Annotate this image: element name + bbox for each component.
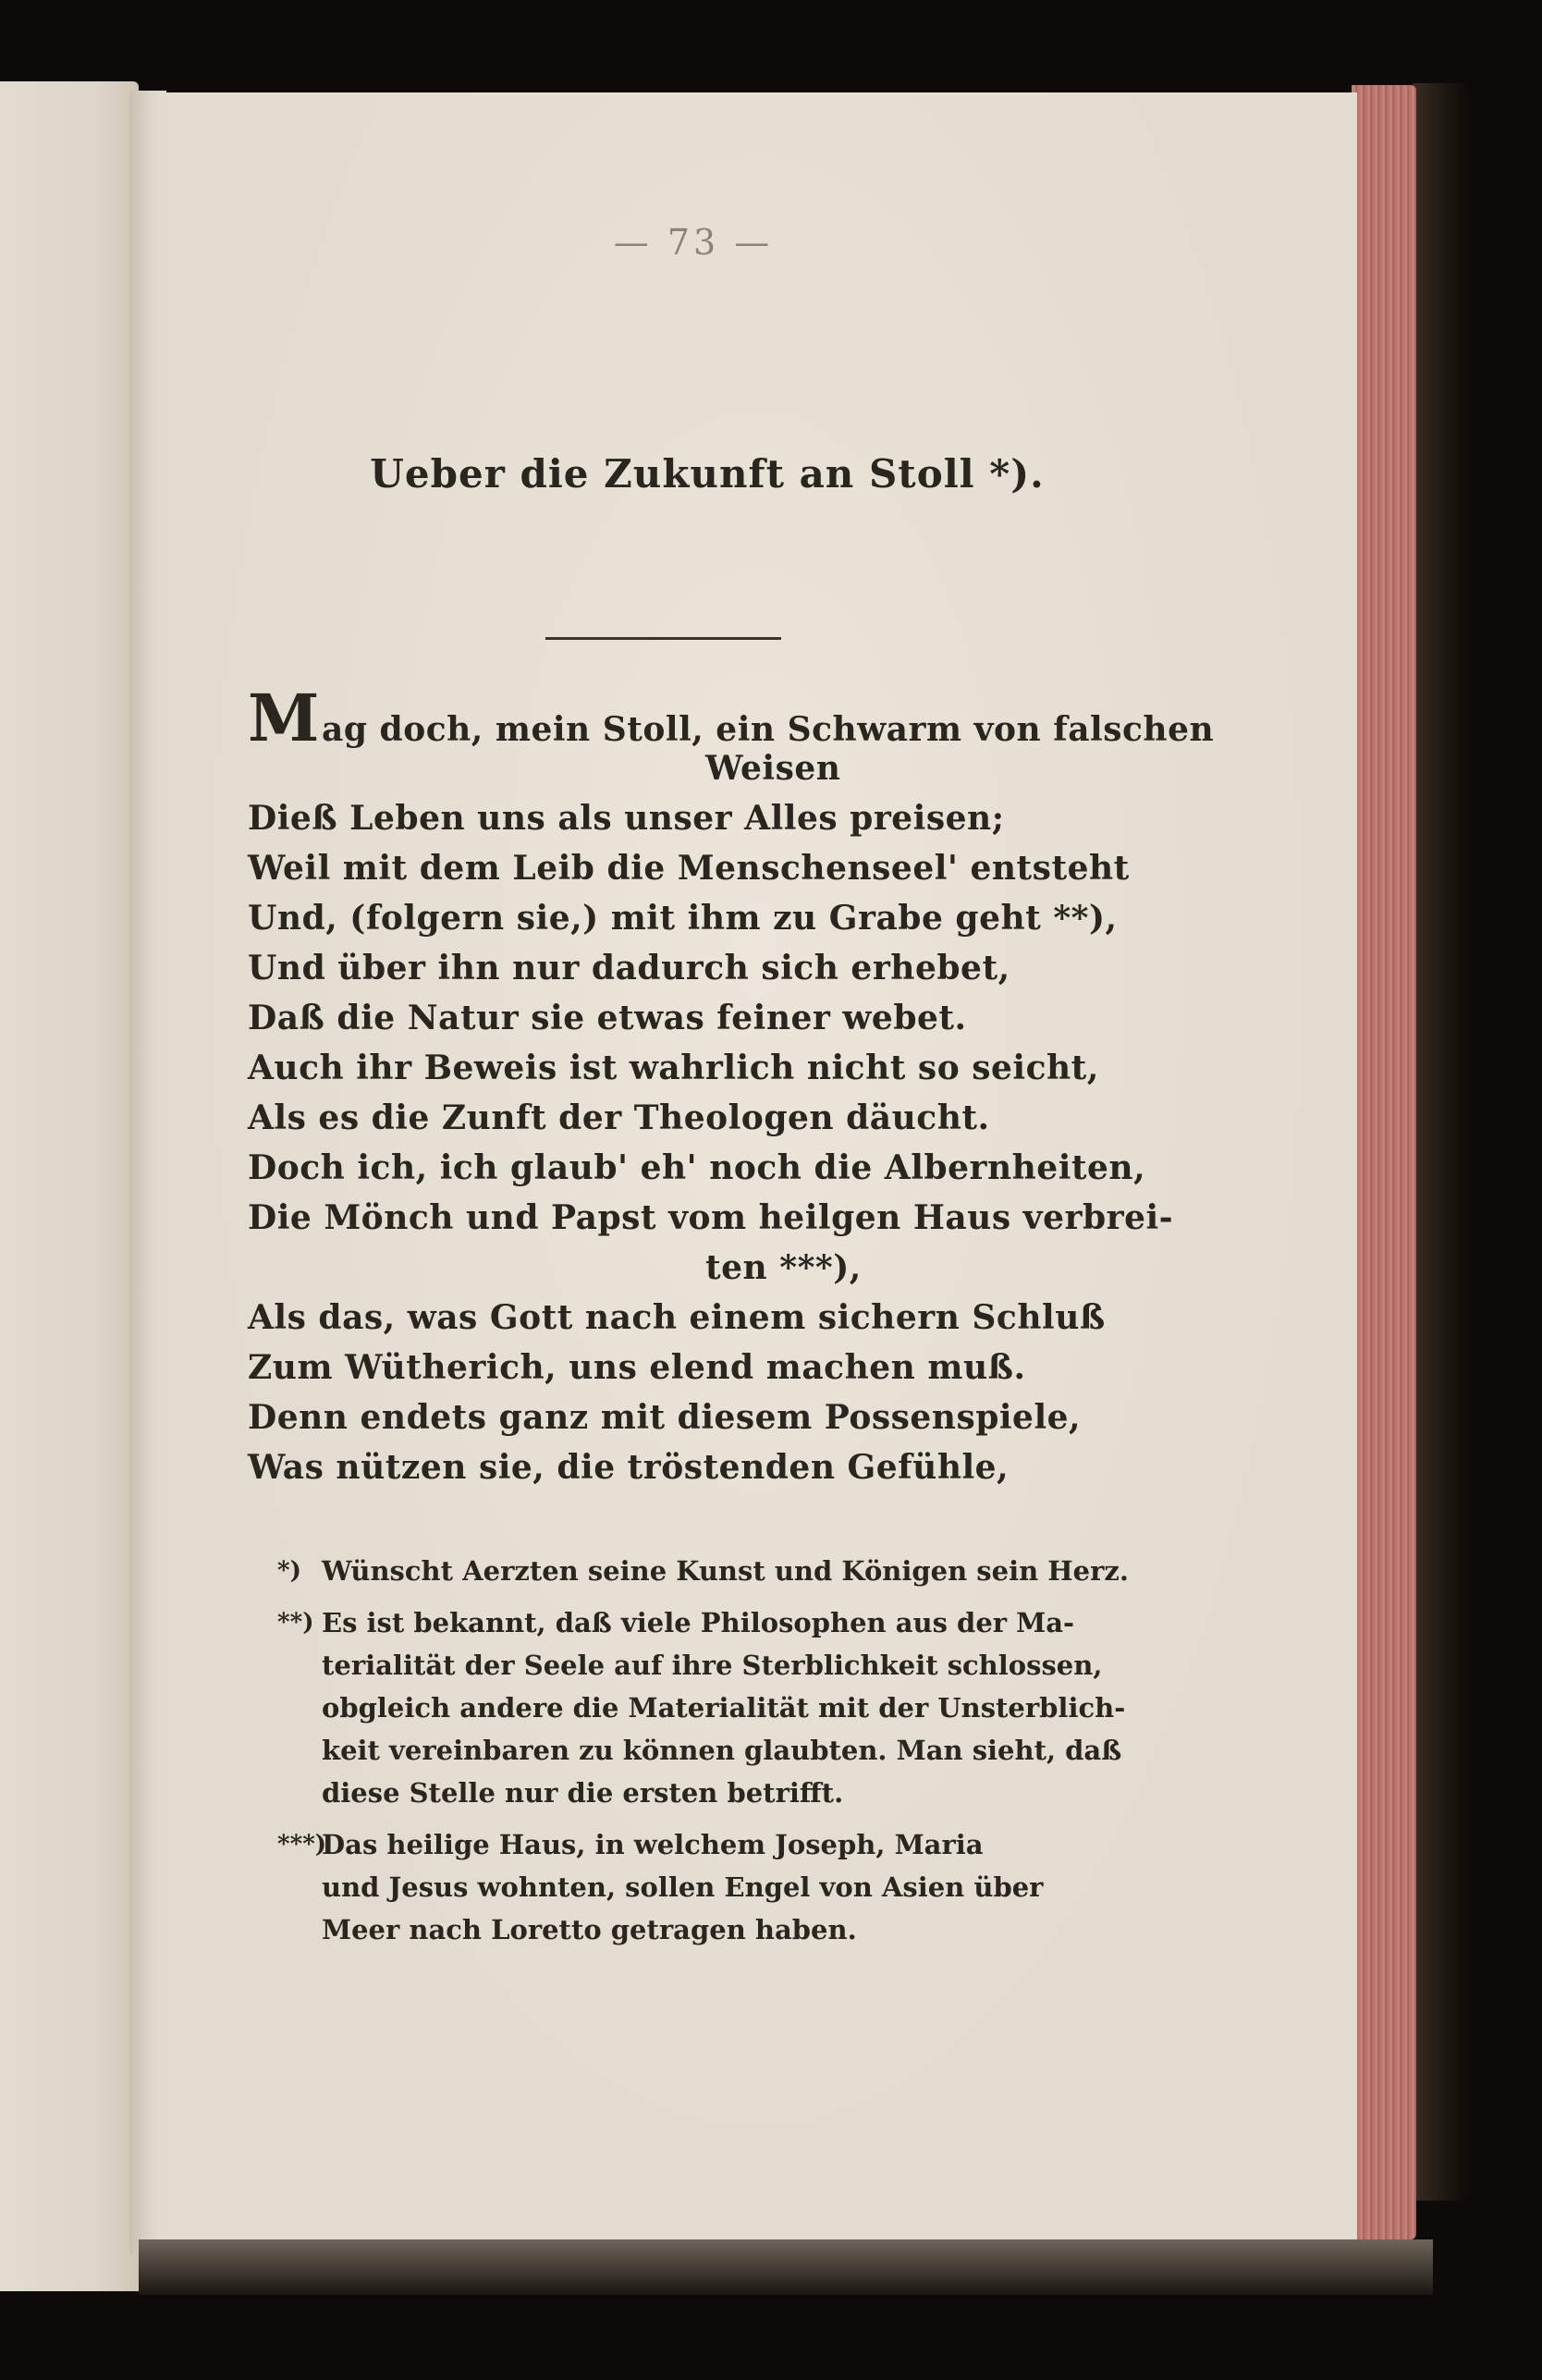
- poem-title: Ueber die Zukunft an Stoll *).: [370, 451, 1045, 497]
- verse-line: Daß die Natur sie etwas feiner webet.: [248, 999, 967, 1037]
- footnotes: [277, 1550, 1129, 1960]
- footnote-line: obgleich andere die Materialität mit der Unsterblich-: [322, 1692, 1126, 1724]
- verse-line: Denn endets ganz mit diesem Possenspiele,: [248, 1398, 1082, 1437]
- footnote: [277, 1823, 1100, 1951]
- footnote-line: keit vereinbaren zu können glaubten. Man sieht, daß: [322, 1735, 1122, 1766]
- verse-line: [248, 680, 1215, 756]
- verse-text: ag doch, mein Stoll, ein Schwarm von falschen: [322, 710, 1215, 749]
- verse-line: Dieß Leben uns als unser Alles preisen;: [248, 799, 1005, 838]
- footnote: [277, 1601, 1126, 1814]
- footnote: [277, 1550, 1129, 1592]
- footnote-line: Es ist bekannt, daß viele Philosophen aus der Ma-: [322, 1607, 1075, 1638]
- footnote-line: diese Stelle nur die ersten betrifft.: [322, 1777, 844, 1809]
- verse-line: Und über ihn nur dadurch sich erhebet,: [248, 949, 1010, 988]
- verse-line: Auch ihr Beweis ist wahrlich nicht so seicht,: [248, 1049, 1099, 1087]
- verse-line: Und, (folgern sie,) mit ihm zu Grabe geht **),: [248, 899, 1118, 938]
- verse-line: Doch ich, ich glaub' eh' noch die Albernheiten,: [248, 1148, 1146, 1187]
- page-number: — 73 —: [613, 222, 774, 263]
- footnote-line: und Jesus wohnten, sollen Engel von Asien über: [322, 1871, 1044, 1903]
- verse-line: Zum Wütherich, uns elend machen muß.: [248, 1348, 1026, 1387]
- verse-line: Als das, was Gott nach einem sichern Schluß: [248, 1298, 1106, 1337]
- footnote-mark: *): [277, 1557, 301, 1585]
- footnote-line: Meer nach Loretto getragen haben.: [322, 1914, 857, 1945]
- footnote-line: terialität der Seele auf ihre Sterblichkeit schlossen,: [322, 1650, 1103, 1681]
- drop-cap: M: [248, 680, 320, 756]
- title-divider: [545, 637, 781, 640]
- verse-line: Weil mit dem Leib die Menschenseel' entsteht: [248, 849, 1130, 888]
- verse-line: Die Mönch und Papst vom heilgen Haus verbrei-: [248, 1198, 1174, 1237]
- verse-line: ten ***),: [705, 1248, 862, 1287]
- verse-line: Weisen: [705, 749, 841, 788]
- verse-line: Als es die Zunft der Theologen däucht.: [248, 1098, 990, 1137]
- verse-line: Was nützen sie, die tröstenden Gefühle,: [248, 1448, 1010, 1487]
- footnote-line: Wünscht Aerzten seine Kunst und Königen sein Herz.: [322, 1555, 1129, 1587]
- footnote-mark: ***): [277, 1831, 327, 1859]
- footnote-line: Das heilige Haus, in welchem Joseph, Maria: [322, 1829, 984, 1860]
- footnote-mark: **): [277, 1609, 314, 1637]
- poem-body: [248, 680, 1215, 1492]
